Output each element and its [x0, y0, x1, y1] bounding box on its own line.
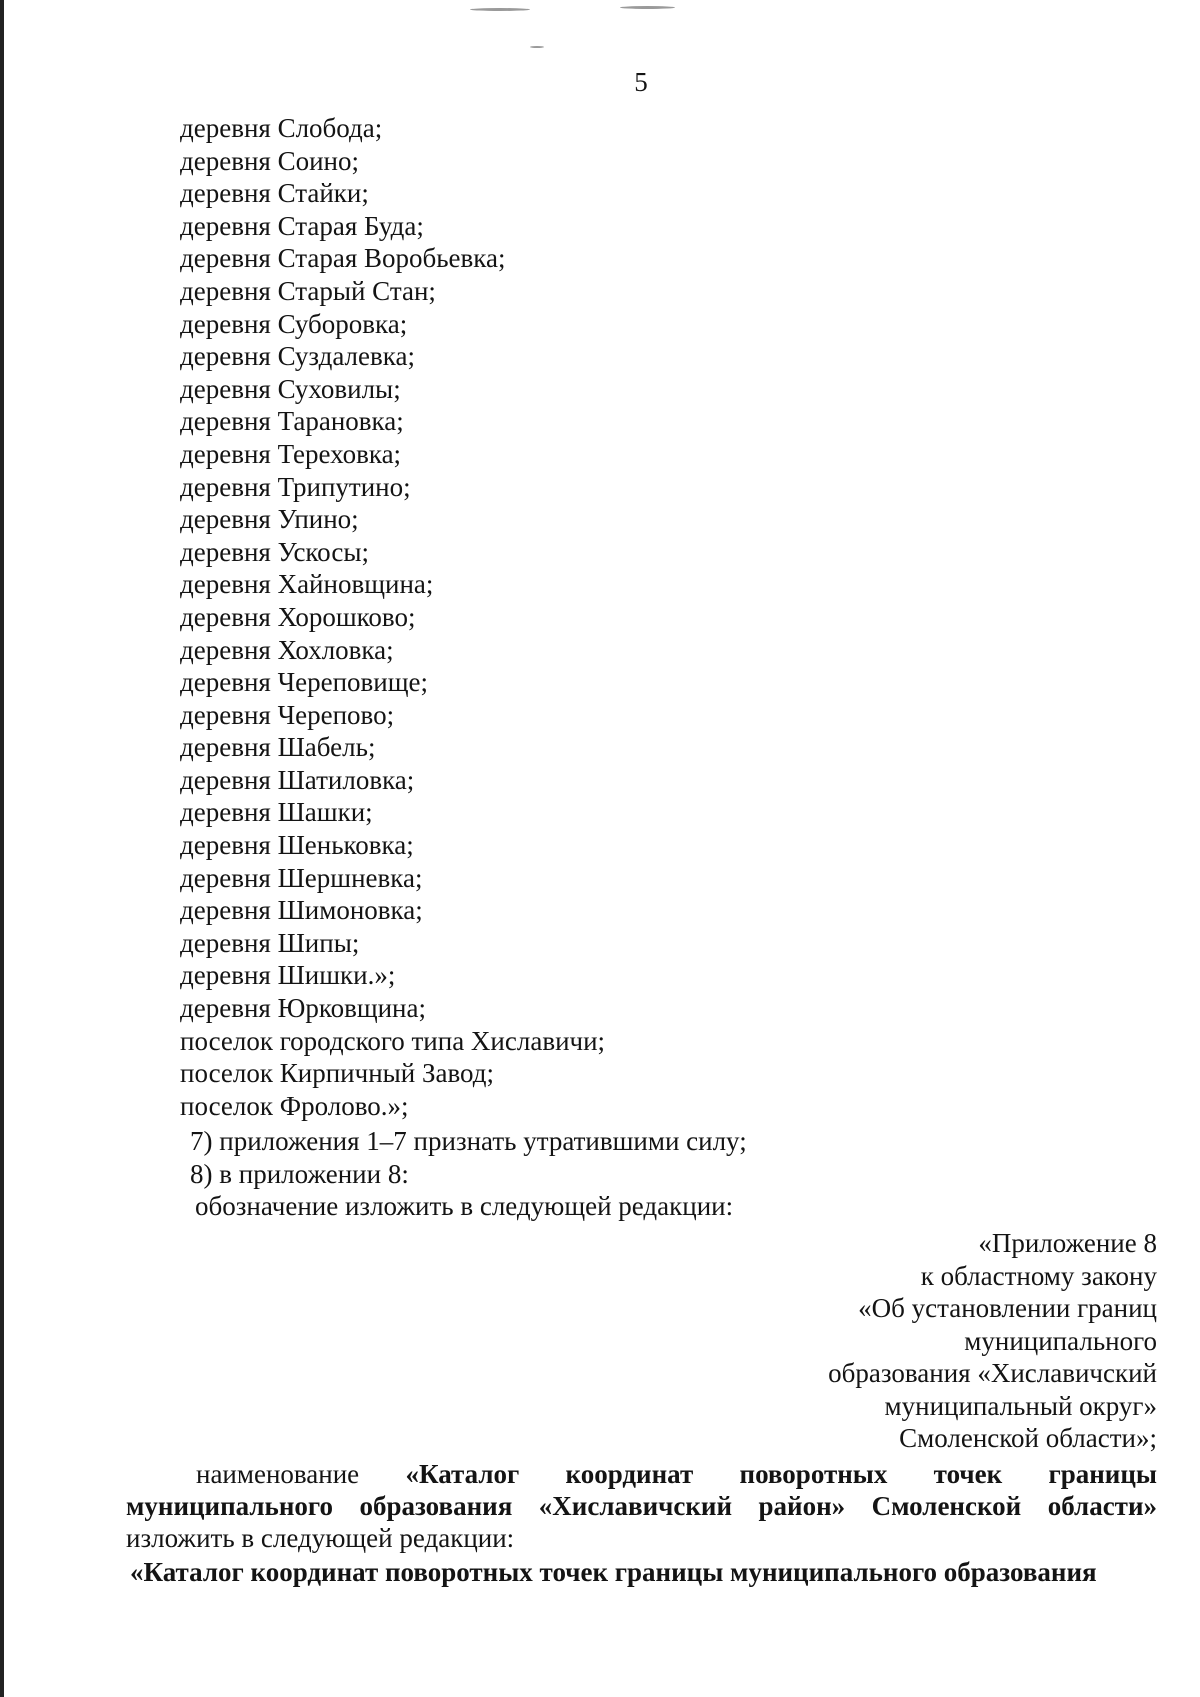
appendix-heading-line: «Об установлении границ	[858, 1293, 1157, 1323]
list-item: деревня Суборовка;	[180, 308, 408, 339]
list-item: деревня Хохловка;	[180, 634, 394, 665]
list-item: поселок Фролово.»;	[180, 1090, 409, 1121]
list-item: деревня Шимоновка;	[180, 895, 423, 926]
list-item: деревня Шеньковка;	[180, 830, 414, 861]
list-item: деревня Суховилы;	[180, 373, 401, 404]
appendix-heading-line: к областному закону	[920, 1260, 1157, 1291]
list-item: деревня Шабель;	[180, 732, 376, 763]
appendix-heading-line: «Приложение 8	[978, 1228, 1157, 1258]
settlement-list	[180, 112, 605, 1122]
list-item: деревня Шатиловка;	[180, 764, 415, 795]
list-item: деревня Слобода;	[180, 113, 383, 143]
list-item: деревня Юрковщина;	[180, 993, 426, 1024]
naming-word: образования	[359, 1491, 513, 1521]
list-item: деревня Тереховка;	[180, 438, 402, 469]
appendix-heading-line: Смоленской области»;	[899, 1423, 1157, 1453]
list-item: деревня Шашки;	[180, 797, 373, 828]
list-item: деревня Хорошково;	[180, 601, 416, 632]
list-item: поселок городского типа Хиславичи;	[180, 1025, 606, 1056]
paragraph-item-8: 8) в приложении 8:	[190, 1159, 409, 1189]
paragraph-designation: обозначение изложить в следующей редакции:	[195, 1191, 734, 1221]
naming-word: границы	[1048, 1459, 1157, 1489]
naming-word: муниципального	[126, 1491, 333, 1521]
list-item: деревня Хайновщина;	[180, 569, 434, 600]
list-item: деревня Соино;	[180, 145, 359, 176]
naming-word: «Хиславичский	[538, 1491, 733, 1521]
naming-word: Смоленской	[871, 1491, 1022, 1521]
list-item: деревня Старый Стан;	[180, 275, 436, 306]
naming-line: изложить в следующей редакции:	[126, 1523, 515, 1553]
list-item: деревня Трипутино;	[180, 471, 411, 502]
naming-word: точек	[933, 1459, 1003, 1489]
list-item: деревня Ускосы;	[180, 536, 369, 567]
paragraph-item-7: 7) приложения 1–7 признать утратившими силу;	[190, 1126, 747, 1156]
scan-speck	[620, 6, 675, 9]
appendix-heading-line: муниципального	[964, 1325, 1157, 1356]
list-item: деревня Суздалевка;	[180, 341, 415, 372]
list-item: деревня Старая Буда;	[180, 210, 424, 241]
naming-word: области»	[1047, 1491, 1157, 1521]
list-item: деревня Упино;	[180, 504, 359, 535]
scan-edge	[0, 0, 4, 1697]
appendix-heading	[828, 1227, 1157, 1455]
naming-line	[126, 1490, 1157, 1522]
list-item: деревня Череповище;	[180, 667, 429, 698]
list-item: деревня Шишки.»;	[180, 960, 396, 991]
list-item: деревня Тарановка;	[180, 406, 404, 437]
catalog-title: «Каталог координат поворотных точек границы муниципального образования	[130, 1557, 1097, 1587]
list-item: деревня Стайки;	[180, 178, 369, 209]
naming-line	[126, 1458, 1157, 1490]
naming-word: «Каталог	[405, 1459, 520, 1489]
naming-word: наименование	[196, 1459, 360, 1489]
naming-paragraph	[126, 1458, 1157, 1554]
scan-speck	[530, 46, 544, 48]
list-item: поселок Кирпичный Завод;	[180, 1058, 495, 1089]
list-item: деревня Старая Воробьевка;	[180, 243, 506, 274]
appendix-heading-line: муниципальный округ»	[884, 1390, 1157, 1421]
appendix-heading-line: образования «Хиславичский	[828, 1358, 1157, 1388]
naming-word: поворотных	[739, 1459, 888, 1489]
page-number: 5	[634, 67, 648, 97]
naming-word: координат	[565, 1459, 694, 1489]
naming-word: район»	[758, 1491, 846, 1521]
scan-speck	[470, 8, 530, 11]
list-item: деревня Черепово;	[180, 699, 395, 730]
list-item: деревня Шипы;	[180, 927, 360, 958]
list-item: деревня Шершневка;	[180, 862, 423, 893]
